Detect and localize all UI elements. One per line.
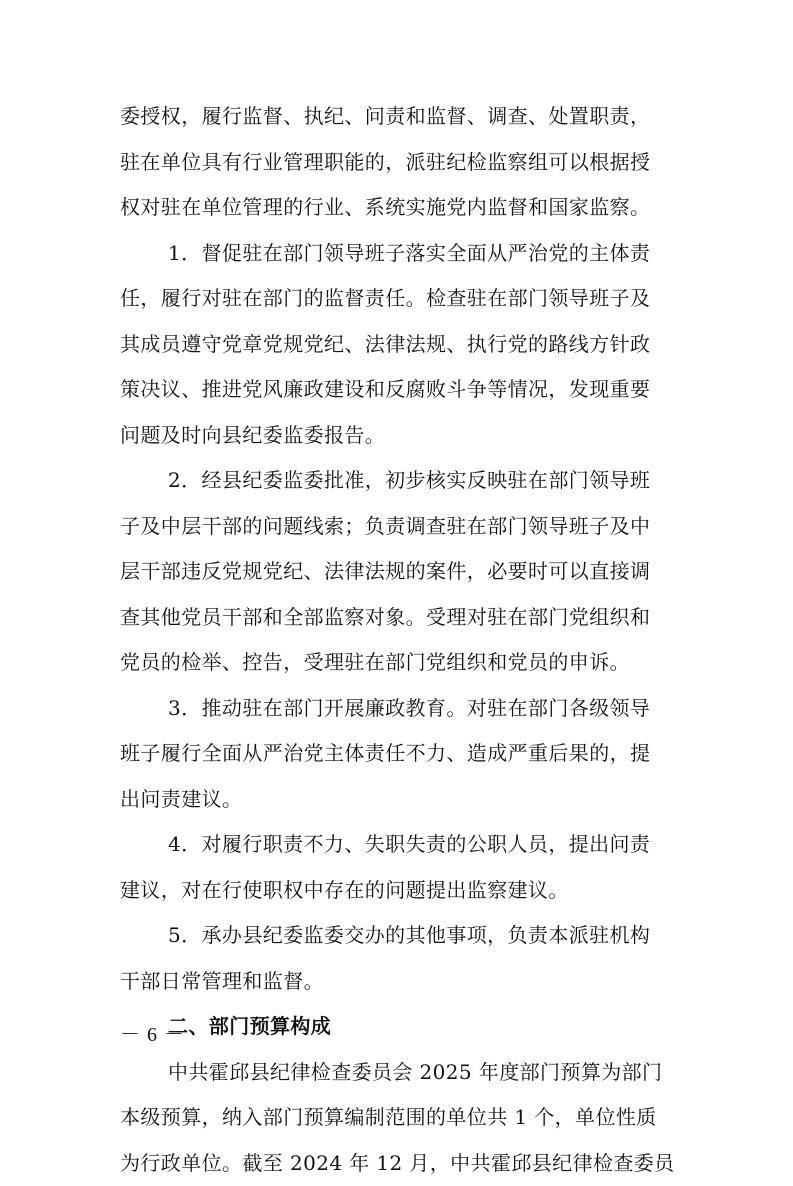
text-line: 1．督促驻在部门领导班子落实全面从严治党的主体责 [120,231,680,277]
text-line: 委授权，履行监督、执纪、问责和监督、调查、处置职责， [120,94,680,140]
document-body [120,94,680,1186]
text-line: 权对驻在单位管理的行业、系统实施党内监督和国家监察。 [120,185,680,231]
text-line: 5．承办县纪委监委交办的其他事项，负责本派驻机构 [120,913,680,959]
text-line: 出问责建议。 [120,777,680,823]
text-line: 班子履行全面从严治党主体责任不力、造成严重后果的，提 [120,731,680,777]
text-line: 本级预算，纳入部门预算编制范围的单位共 1 个，单位性质 [120,1095,680,1141]
text-line: 问题及时向县纪委监委报告。 [120,413,680,459]
text-line: 干部日常管理和监督。 [120,959,680,1005]
text-line: 其成员遵守党章党规党纪、法律法规、执行党的路线方针政 [120,322,680,368]
text-line: 查其他党员干部和全部监察对象。受理对驻在部门党组织和 [120,595,680,641]
text-line: 策决议、推进党风廉政建设和反腐败斗争等情况，发现重要 [120,367,680,413]
text-line: 党员的检举、控告，受理驻在部门党组织和党员的申诉。 [120,640,680,686]
text-line: 建议，对在行使职权中存在的问题提出监察建议。 [120,868,680,914]
page-number: － 6 － [120,1023,185,1047]
section-heading: 二、部门预算构成 [120,1004,680,1050]
text-line: 2．经县纪委监委批准，初步核实反映驻在部门领导班 [120,458,680,504]
text-line: 任，履行对驻在部门的监督责任。检查驻在部门领导班子及 [120,276,680,322]
text-line: 为行政单位。截至 2024 年 12 月，中共霍邱县纪律检查委员 [120,1141,680,1186]
text-line: 子及中层干部的问题线索；负责调查驻在部门领导班子及中 [120,504,680,550]
text-line: 驻在单位具有行业管理职能的，派驻纪检监察组可以根据授 [120,140,680,186]
text-line: 4．对履行职责不力、失职失责的公职人员，提出问责 [120,822,680,868]
text-line: 3．推动驻在部门开展廉政教育。对驻在部门各级领导 [120,686,680,732]
text-line: 中共霍邱县纪律检查委员会 2025 年度部门预算为部门 [120,1050,680,1096]
text-line: 层干部违反党规党纪、法律法规的案件，必要时可以直接调 [120,549,680,595]
